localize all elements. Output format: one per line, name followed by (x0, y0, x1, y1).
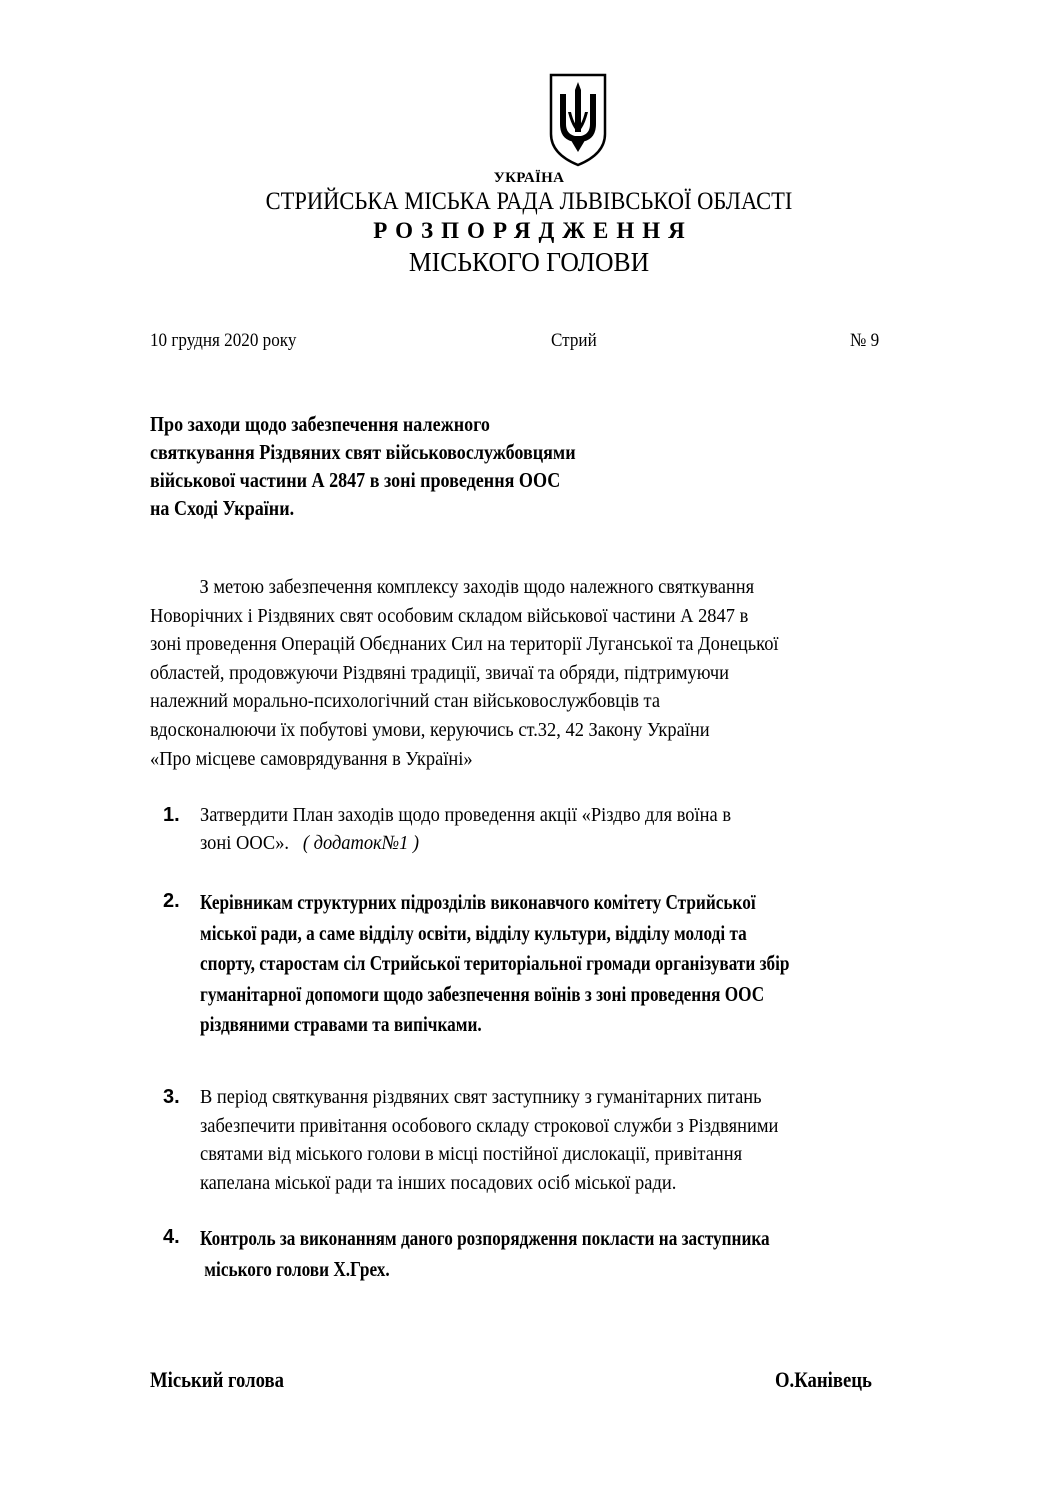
preamble-line: областей, продовжуючи Різдвяні традиції, звичаї та обряди, підтримуючи (150, 661, 729, 684)
item-number: 3. (163, 1086, 180, 1108)
item-line: Затвердити План заходів щодо проведення акції «Різдво для воїна в (200, 804, 732, 826)
document-city: Стрий (551, 330, 597, 351)
item-line: спорту, старостам сіл Стрийської територіальної громади організувати збір (200, 951, 790, 975)
item-line: Керівникам структурних підрозділів виконавчого комітету Стрийської (200, 890, 756, 914)
item-number: 4. (163, 1226, 180, 1248)
signatory-name: О.Канівець (775, 1367, 872, 1392)
annex-reference: ( додаток№1 ) (302, 832, 420, 854)
preamble-line: Новорічних і Різдвяних свят особовим складом військової частини А 2847 в (150, 604, 749, 627)
item-number: 1. (163, 804, 180, 826)
document-date: 10 грудня 2020 року (150, 330, 297, 351)
item-line: забезпечити привітання особового складу строкової служби з Різдвяними (200, 1114, 779, 1137)
issuing-office: МІСЬКОГО ГОЛОВИ (408, 247, 650, 277)
item-line: святами від міського голови в місці постійної дислокації, привітання (200, 1143, 743, 1165)
council-name: СТРИЙСЬКА МІСЬКА РАДА ЛЬВІВСЬКОЇ ОБЛАСТІ (265, 188, 793, 215)
item-line: В період святкування різдвяних свят заступнику з гуманітарних питань (200, 1086, 762, 1108)
item-number: 2. (163, 890, 180, 912)
preamble-line: зоні проведення Операцій Обєднаних Сил на території Луганської та Донецької (150, 633, 779, 656)
item-line: різдвяними стравами та випічками. (200, 1012, 482, 1036)
document-number: № 9 (850, 330, 880, 351)
item-line: міської ради, а саме відділу освіти, відділу культури, відділу молоді та (200, 920, 747, 945)
title-line: на Сході України. (150, 496, 295, 520)
title-line: Про заходи щодо забезпечення належного (150, 412, 490, 436)
item-line: гуманітарної допомоги щодо забезпечення воїнів з зоні проведення ООС (200, 981, 765, 1006)
document-type: РОЗПОРЯДЖЕННЯ (373, 218, 693, 243)
preamble-line: належний морально-психологічний стан військовослужбовців та (150, 690, 661, 713)
preamble-line: З метою забезпечення комплексу заходів щодо належного святкування (199, 576, 755, 598)
coat-of-arms-icon (548, 72, 608, 168)
item-line: міського голови Х.Грех. (200, 1256, 390, 1281)
document-title (150, 410, 576, 522)
preamble-line: «Про місцеве самоврядування в Україні» (150, 747, 473, 770)
title-line: святкування Різдвяних свят військовослужбовцями (150, 440, 576, 464)
preamble-line: вдосконалюючи їх побутові умови, керуючись ст.32, 42 Закону України (150, 718, 710, 741)
item-line: зоні ООС». (200, 832, 290, 854)
country-heading: УКРАЇНА (493, 170, 565, 186)
signatory-position: Міський голова (150, 1367, 284, 1392)
item-line: капелана міської ради та інших посадових осіб міської ради. (200, 1171, 677, 1194)
item-line: Контроль за виконанням даного розпорядження покласти на заступника (200, 1226, 770, 1250)
preamble (150, 573, 942, 773)
title-line: військової частини А 2847 в зоні проведення ООС (150, 468, 561, 492)
